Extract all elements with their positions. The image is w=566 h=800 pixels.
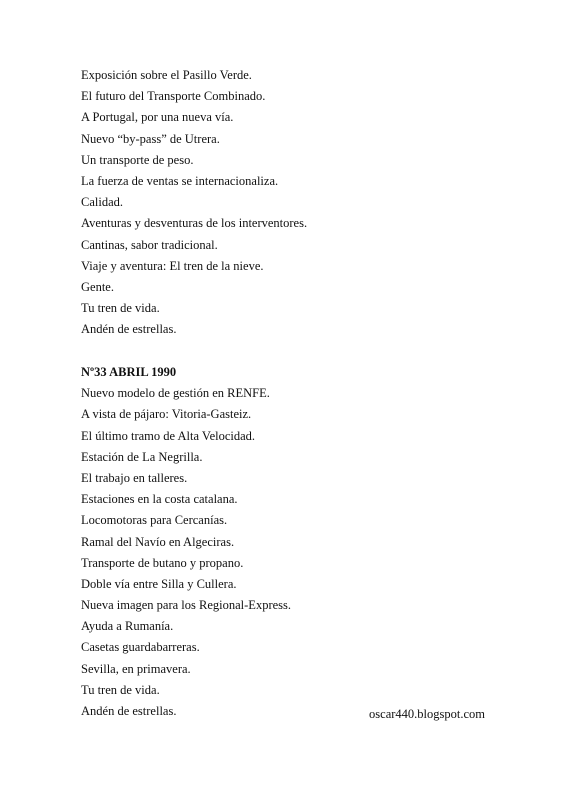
article-title: La fuerza de ventas se internacionaliza. <box>81 173 279 188</box>
article-title: Viaje y aventura: El tren de la nieve. <box>81 258 264 273</box>
article-title: Un transporte de peso. <box>81 152 194 167</box>
article-list-previous-issue <box>81 65 501 340</box>
article-title: Andén de estrellas. <box>81 704 177 718</box>
article-title: Tu tren de vida. <box>81 301 160 316</box>
article-title: Gente. <box>81 279 114 294</box>
article-title: Aventuras y desventuras de los interventores. <box>81 216 308 231</box>
article-title: Exposición sobre el Pasillo Verde. <box>81 68 252 82</box>
article-title: Estación de La Negrilla. <box>81 449 203 464</box>
article-title: A vista de pájaro: Vitoria-Gasteiz. <box>81 407 252 422</box>
blog-url: oscar440.blogspot.com <box>369 707 485 721</box>
article-title: Andén de estrellas. <box>81 322 177 337</box>
article-title: El último tramo de Alta Velocidad. <box>81 428 256 443</box>
article-title: El futuro del Transporte Combinado. <box>81 89 266 104</box>
article-title: Ayuda a Rumanía. <box>81 619 174 634</box>
issue-heading: Nº33 ABRIL 1990 <box>81 365 177 379</box>
article-title: Ramal del Navío en Algeciras. <box>81 534 235 549</box>
article-title: Calidad. <box>81 195 124 210</box>
article-title: Nueva imagen para los Regional-Express. <box>81 598 292 613</box>
article-title: Casetas guardabarreras. <box>81 640 200 655</box>
article-title: Tu tren de vida. <box>81 682 160 697</box>
article-title: Transporte de butano y propano. <box>81 555 244 570</box>
article-list-issue-33 <box>81 362 501 722</box>
article-title: Nuevo “by-pass” de Utrera. <box>81 131 220 146</box>
article-title: Locomotoras para Cercanías. <box>81 513 228 528</box>
article-title: Estaciones en la costa catalana. <box>81 492 238 507</box>
article-title: A Portugal, por una nueva vía. <box>81 110 234 125</box>
article-title: Doble vía entre Silla y Cullera. <box>81 576 237 591</box>
article-title: Cantinas, sabor tradicional. <box>81 237 218 252</box>
article-title: Nuevo modelo de gestión en RENFE. <box>81 386 270 401</box>
article-title: Sevilla, en primavera. <box>81 661 191 676</box>
article-title: El trabajo en talleres. <box>81 470 188 485</box>
